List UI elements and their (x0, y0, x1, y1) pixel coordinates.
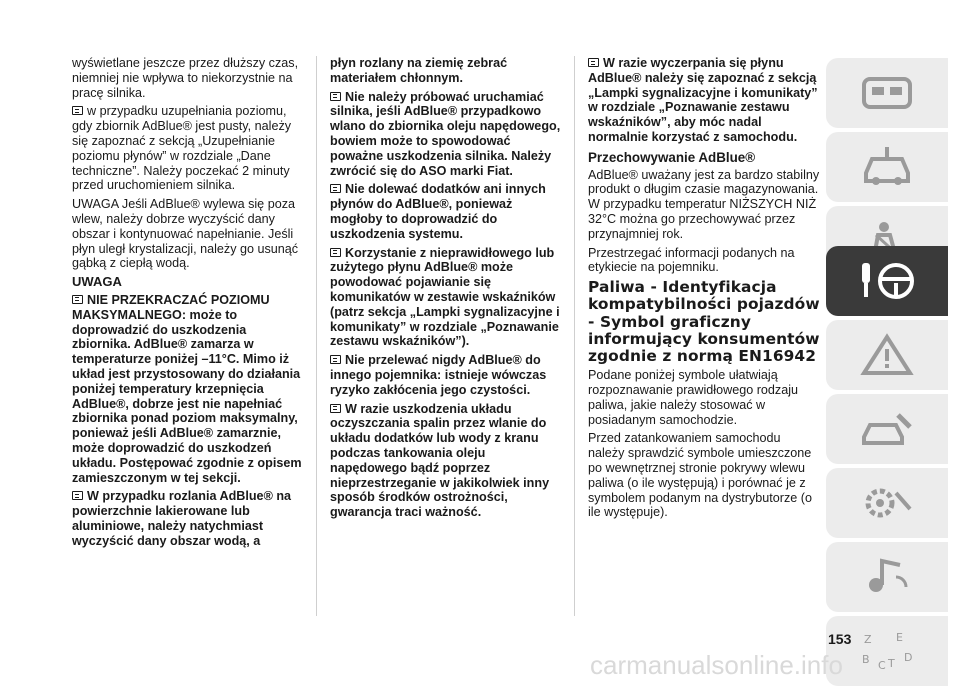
section-heading: Przechowywanie AdBlue® (588, 149, 756, 165)
gear-gauge-icon[interactable] (826, 468, 948, 538)
bookmark-bullet-icon (588, 58, 599, 67)
index-letter: Z (864, 633, 872, 646)
bookmark-bullet-icon (330, 92, 341, 101)
index-letter: D (904, 651, 913, 664)
bookmark-bullet-icon (330, 248, 341, 257)
bookmark-bullet-icon (330, 355, 341, 364)
paragraph: wyświetlane jeszcze przez dłuższy czas, niemniej nie wpływa to niekorzystnie na pracę silnika. (72, 56, 299, 100)
text-column-2 (330, 56, 562, 524)
warning-triangle-icon[interactable] (826, 320, 948, 390)
paragraph: UWAGA Jeśli AdBlue® wylewa się poza wlew, należy dobrze wyczyścić dany obszar i kontynuować napełnianie. Jeśli płyn uległ krystalizacji, należy go usunąć gąbką z ciepłą wodą. (72, 197, 299, 271)
warning-item: Nie dolewać dodatków ani innych płynów do AdBlue®, ponieważ mogłoby to doprowadzić do uszkodzenia systemu. (330, 182, 546, 241)
warning-item: W razie uszkodzenia układu oczyszczania spalin przez wlanie do układu dodatków lub wody z kranu podczas tankowania oleju napędowego bądź poprzez nieprzestrzeganie w jakikolwiek inny sposób środków ostrożności, gwarancja traci ważność. (330, 401, 550, 520)
warning-heading: UWAGA (72, 274, 122, 290)
key-steering-wheel-icon[interactable] (826, 246, 948, 316)
warning-item: Nie należy próbować uruchamiać silnika, jeśli AdBlue® przypadkowo wlano do zbiornika oleju napędowego, bowiem może to spowodować poważne uszkodzenia silnika. Należy zwrócić się do ASO marki Fiat. (330, 89, 561, 178)
warning-item: W razie wyczerpania się płynu AdBlue® należy się zapoznać z sekcją „Lampki sygnalizacyjne i komunikaty” w rozdziale „Poznawanie zestawu wskaźników”, aby móc nadal normalnie korzystać z samochodu. (588, 56, 818, 144)
column-divider (574, 56, 575, 616)
paragraph: Przed zatankowaniem samochodu należy sprawdzić symbole umieszczone po wewnętrznej stronie pokrywy wlewu paliwa (o ile występują) i porównać je z symbolem podanym na dystrybutorze (o ile występuje). (588, 431, 812, 520)
paragraph: Podane poniżej symbole ułatwiają rozpoznawanie prawidłowego rodzaju paliwa, jakie należy stosować w posiadanym samochodzie. (588, 368, 799, 427)
car-info-icon[interactable] (826, 132, 948, 202)
chapter-heading: Paliwa - Identyfikacja kompatybilności pojazdów - Symbol graficzny informujący konsumentów zgodnie z normą EN16942 (588, 278, 820, 365)
warning-item: Nie przelewać nigdy AdBlue® do innego pojemnika: istnieje wówczas ryzyko zakłócenia jego czystości. (330, 353, 547, 397)
text-column-1 (72, 56, 304, 553)
bookmark-bullet-icon (330, 184, 341, 193)
column-divider (316, 56, 317, 616)
index-letter: C (878, 659, 886, 672)
bullet-paragraph: w przypadku uzupełniania poziomu, gdy zbiornik AdBlue® jest pusty, należy się zapoznać z sekcją „Uzupełnianie poziomu płynów” w rozdziale „Dane techniczne”. Należy poczekać 2 minuty przed uruchomieniem silnika. (72, 104, 292, 193)
index-letter: E (896, 631, 903, 644)
bookmark-bullet-icon (72, 491, 83, 500)
warning-item-continued: płyn rozlany na ziemię zebrać materiałem chłonnym. (330, 56, 508, 85)
car-dashboard-icon[interactable] (826, 58, 948, 128)
paragraph: Przestrzegać informacji podanych na etykiecie na pojemniku. (588, 245, 795, 275)
car-service-wrench-icon[interactable] (826, 394, 948, 464)
warning-item: Korzystanie z nieprawidłowego lub zużytego płynu AdBlue® może powodować pojawianie się komunikatów w zestawie wskaźników (patrz sekcja „Lampki sygnalizacyjne i komunikaty” w rozdziale „Poznawanie zestawu wskaźników”). (330, 245, 560, 349)
warning-item: NIE PRZEKRACZAĆ POZIOMU MAKSYMALNEGO: może to doprowadzić do uszkodzenia zbiornika. AdBlue® zamarza w temperaturze poniżej –11°C. Mimo iż układ jest przystosowany do działania poniżej temperatury krzepnięcia AdBlue®, dobrze jest nie napełniać zbiornika ponad poziom maksymalny, ponieważ jeśli AdBlue® zamarznie, może doprowadzić do uszkodzeń układu. Postępować zgodnie z opisem zamieszczonym w tej sekcji. (72, 292, 302, 485)
index-letter: B (862, 653, 870, 666)
watermark: carmanualsonline.info (590, 650, 843, 680)
bookmark-bullet-icon (72, 106, 83, 115)
bookmark-bullet-icon (72, 295, 83, 304)
bookmark-bullet-icon (330, 404, 341, 413)
page-number: 153 (828, 631, 852, 647)
warning-item: W przypadku rozlania AdBlue® na powierzchnie lakierowane lub aluminiowe, należy natychmiast wyczyścić dany obszar wodą, a (72, 489, 292, 548)
multimedia-icon[interactable] (826, 542, 948, 612)
text-column-3 (588, 56, 820, 524)
index-letter: T (888, 657, 895, 670)
paragraph: AdBlue® uważany jest za bardzo stabilny produkt o długim czasie magazynowania. W przypadku temperatur NIŻSZYCH NIŻ 32°C można go przechowywać przez przynajmniej rok. (588, 167, 820, 241)
